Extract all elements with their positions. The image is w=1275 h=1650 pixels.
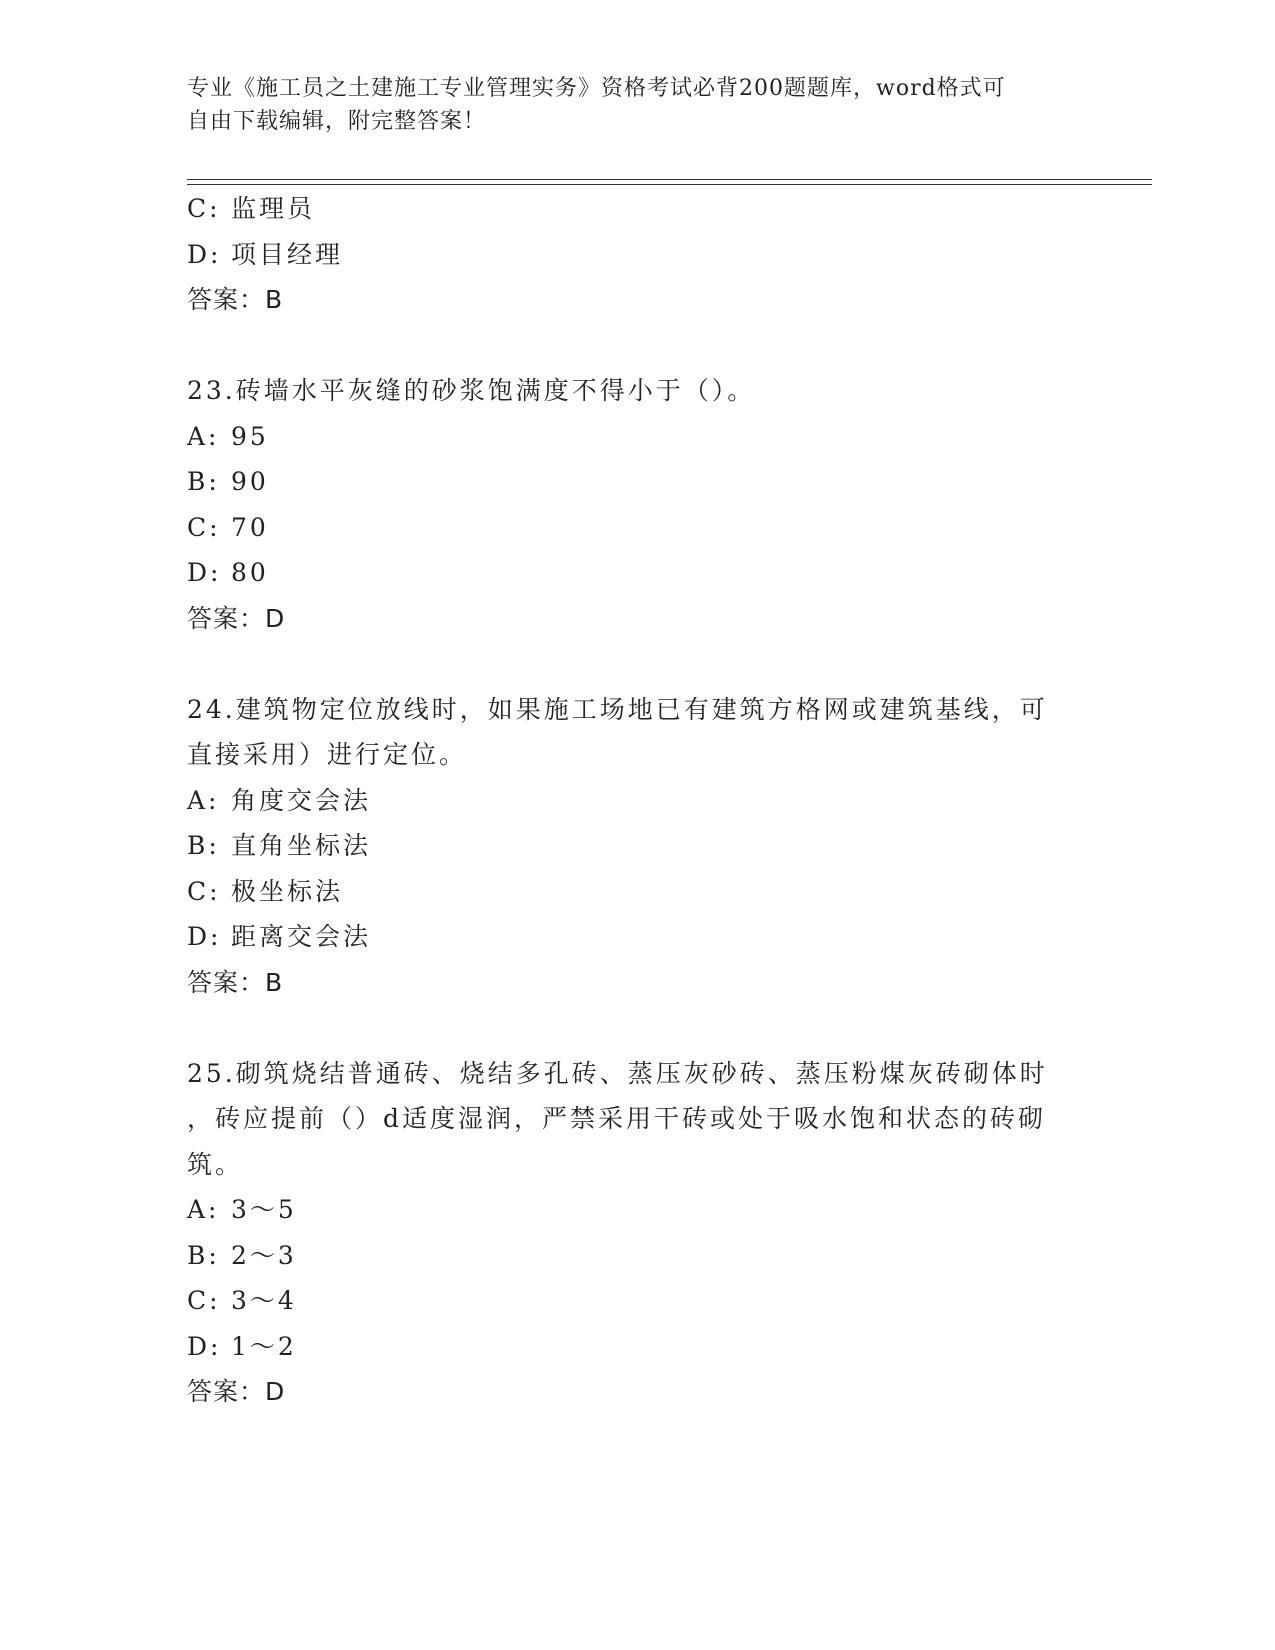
option-text: 直角坐标法 bbox=[231, 831, 372, 860]
answer-line: 答案：D bbox=[187, 1377, 286, 1406]
option-a bbox=[187, 414, 1087, 460]
answer-line: 答案：B bbox=[187, 967, 284, 997]
question-text-line: 24.建筑物定位放线时，如果施工场地已有建筑方格网或建筑基线，可 bbox=[187, 694, 1048, 724]
spacer bbox=[187, 641, 1087, 687]
question-22-continuation bbox=[187, 186, 1087, 323]
answer-line: 答案：D bbox=[187, 603, 286, 633]
option-text: 项目经理 bbox=[231, 239, 344, 269]
answer-line: 答案：B bbox=[187, 285, 284, 314]
option-letter: B: bbox=[187, 831, 220, 860]
option-letter: C: bbox=[187, 876, 221, 906]
option-text: 3～4 bbox=[231, 1286, 297, 1315]
question-text-line: 筑。 bbox=[187, 1149, 244, 1179]
option-c bbox=[187, 869, 1087, 915]
option-text: 1～2 bbox=[231, 1331, 297, 1361]
spacer bbox=[187, 323, 1087, 369]
option-letter: D: bbox=[187, 1331, 222, 1361]
question-23 bbox=[187, 368, 1087, 641]
option-text: 70 bbox=[231, 512, 269, 542]
option-text: 极坐标法 bbox=[231, 876, 344, 906]
option-text: 距离交会法 bbox=[231, 922, 372, 951]
option-d bbox=[187, 914, 1087, 960]
option-letter: C: bbox=[187, 194, 221, 223]
option-letter: C: bbox=[187, 512, 221, 542]
question-text bbox=[187, 368, 1087, 414]
option-d bbox=[187, 232, 1087, 278]
option-text: 3～5 bbox=[231, 1195, 297, 1224]
question-25 bbox=[187, 1051, 1087, 1415]
option-letter: D: bbox=[187, 558, 222, 587]
option-text: 2～3 bbox=[231, 1240, 297, 1270]
document-header bbox=[187, 72, 1067, 138]
option-text: 监理员 bbox=[231, 194, 316, 223]
question-text-line: ，砖应提前（）d适度湿润，严禁采用干砖或处于吸水饱和状态的砖砌 bbox=[187, 1104, 1047, 1133]
option-letter: B: bbox=[187, 1240, 220, 1270]
option-text: 95 bbox=[231, 421, 269, 451]
question-text bbox=[187, 1051, 1087, 1188]
header-divider-bottom bbox=[187, 184, 1152, 185]
option-c bbox=[187, 505, 1087, 551]
option-letter: A: bbox=[187, 421, 220, 451]
option-b bbox=[187, 459, 1087, 505]
option-b bbox=[187, 823, 1087, 869]
question-24 bbox=[187, 687, 1087, 1006]
question-text-line: 23.砖墙水平灰缝的砂浆饱满度不得小于（）。 bbox=[187, 376, 756, 405]
question-text bbox=[187, 687, 1087, 778]
spacer bbox=[187, 1005, 1087, 1051]
option-d bbox=[187, 1324, 1087, 1370]
option-d bbox=[187, 550, 1087, 596]
option-text: 角度交会法 bbox=[231, 785, 372, 815]
option-letter: D: bbox=[187, 239, 222, 269]
option-b bbox=[187, 1233, 1087, 1279]
option-text: 80 bbox=[231, 558, 269, 587]
option-letter: A: bbox=[187, 785, 220, 815]
option-letter: D: bbox=[187, 922, 222, 951]
header-title-line-2: 自由下载编辑，附完整答案！ bbox=[187, 109, 487, 134]
option-letter: A: bbox=[187, 1195, 220, 1224]
option-c bbox=[187, 1278, 1087, 1324]
option-c bbox=[187, 186, 1087, 232]
question-text-line: 直接采用）进行定位。 bbox=[187, 740, 468, 769]
option-text: 90 bbox=[231, 467, 269, 496]
option-letter: C: bbox=[187, 1286, 221, 1315]
question-text-line: 25.砌筑烧结普通砖、烧结多孔砖、蒸压灰砂砖、蒸压粉煤灰砖砌体时 bbox=[187, 1058, 1048, 1088]
option-a bbox=[187, 1187, 1087, 1233]
header-title-line-1: 专业《施工员之土建施工专业管理实务》资格考试必背200题题库，word格式可 bbox=[187, 76, 1006, 101]
option-a bbox=[187, 778, 1087, 824]
question-content bbox=[187, 186, 1087, 1415]
header-divider-top bbox=[187, 179, 1152, 180]
option-letter: B: bbox=[187, 467, 220, 496]
